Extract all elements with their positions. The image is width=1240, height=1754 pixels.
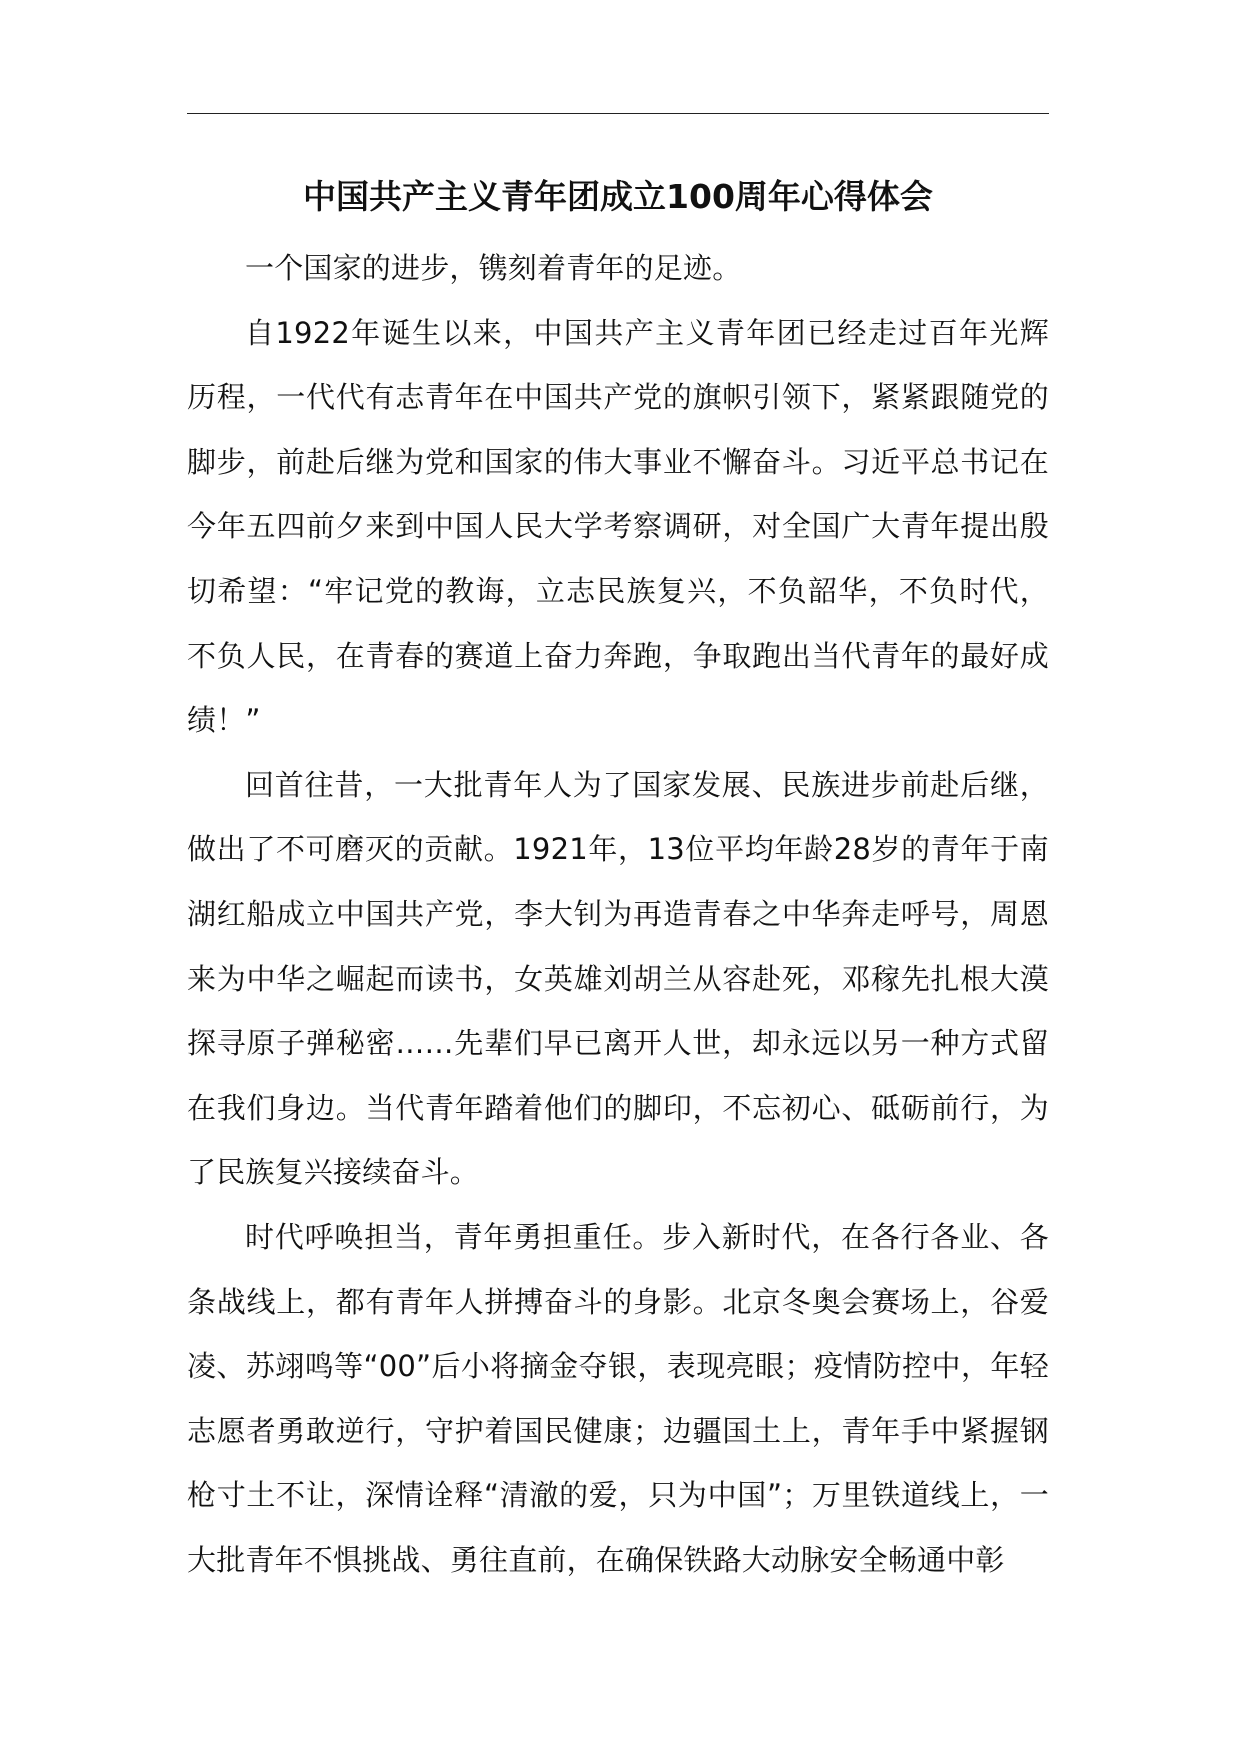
header-rule: [187, 113, 1049, 114]
paragraph: 自1922年诞生以来，中国共产主义青年团已经走过百年光辉历程，一代代有志青年在中国共产党的旗帜引领下，紧紧跟随党的脚步，前赴后继为党和国家的伟大事业不懈奋斗。习近平总书记在今年五四前夕来到中国人民大学考察调研，对全国广大青年提出殷切希望：“牢记党的教诲，立志民族复兴，不负韶华，不负时代，不负人民，在青春的赛道上奋力奔跑，争取跑出当代青年的最好成绩！”: [187, 315, 1049, 738]
paragraph: 回首往昔，一大批青年人为了国家发展、民族进步前赴后继，做出了不可磨灭的贡献。1921年，13位平均年龄28岁的青年于南湖红船成立中国共产党，李大钊为再造青春之中华奔走呼号，周恩来为中华之崛起而读书，女英雄刘胡兰从容赴死，邓稼先扎根大漠探寻原子弹秘密……先辈们早已离开人世，却永远以另一种方式留在我们身边。当代青年踏着他们的脚印，不忘初心、砥砺前行，为了民族复兴接续奋斗。: [187, 767, 1049, 1190]
paragraph: 时代呼唤担当，青年勇担重任。步入新时代，在各行各业、各条战线上，都有青年人拼搏奋斗的身影。北京冬奥会赛场上，谷爱凌、苏翊鸣等“00”后小将摘金夺银，表现亮眼；疫情防控中，年轻志愿者勇敢逆行，守护着国民健康；边疆国土上，青年手中紧握钢枪寸土不让，深情诠释“清澈的爱，只为中国”；万里铁道线上，一大批青年不惧挑战、勇往直前，在确保铁路大动脉安全畅通中彰: [187, 1219, 1049, 1577]
paragraph: 一个国家的进步，镌刻着青年的足迹。: [245, 251, 742, 285]
document-title: 中国共产主义青年团成立100周年心得体会: [303, 177, 933, 216]
document-body: [187, 236, 1049, 1592]
